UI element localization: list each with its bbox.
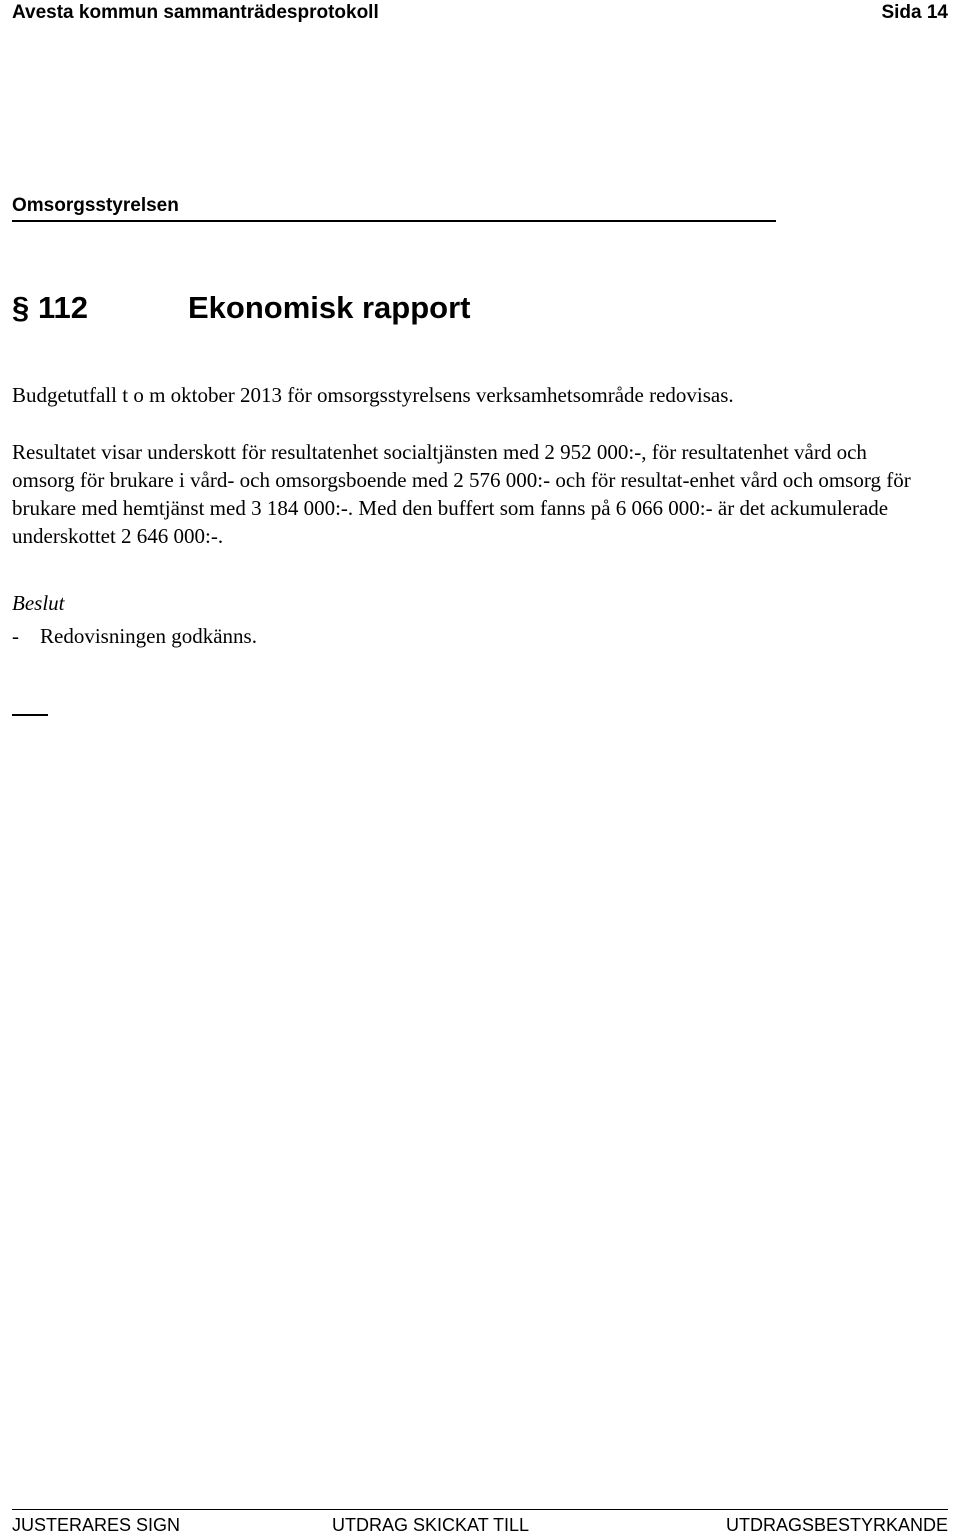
section-number: 112 <box>38 290 89 325</box>
footer-sign: JUSTERARES SIGN <box>12 1515 181 1535</box>
result-paragraph: Resultatet visar underskott för resultatenhet socialtjänsten med 2 952 000:-, för resultatenhet vård och omsorg för brukare i vård- och omsorgsboende med 2 576 000:- och för resultat-enhet vård och omsorg för brukare med hemtjänst med 3 184 000:-. Med den buffert som fanns på 6 066 000:- är det ackumulerade underskottet 2 646 000:-. <box>12 440 911 548</box>
page-footer <box>12 1514 948 1536</box>
end-divider <box>12 714 48 716</box>
paragraph-symbol: § <box>12 290 30 325</box>
intro-paragraph: Budgetutfall t o m oktober 2013 för omsorgsstyrelsens verksamhetsområde redovisas. <box>12 383 734 407</box>
decision-label: Beslut <box>12 591 65 615</box>
decision-dash: - <box>12 624 19 648</box>
page-number: Sida 14 <box>881 2 948 23</box>
decision-item <box>12 622 932 650</box>
board-name: Omsorgsstyrelsen <box>12 195 179 216</box>
document-title: Avesta kommun sammanträdesprotokoll <box>12 2 379 23</box>
footer-sent: UTDRAG SKICKAT TILL <box>332 1515 530 1535</box>
footer-certify: UTDRAGSBESTYRKANDE <box>725 1515 948 1535</box>
board-divider <box>12 220 776 222</box>
section-title: Ekonomisk rapport <box>188 290 471 325</box>
decision-text: Redovisningen godkänns. <box>40 624 257 648</box>
page-header <box>12 0 948 26</box>
footer-divider <box>12 1509 948 1510</box>
section-heading <box>12 288 471 328</box>
